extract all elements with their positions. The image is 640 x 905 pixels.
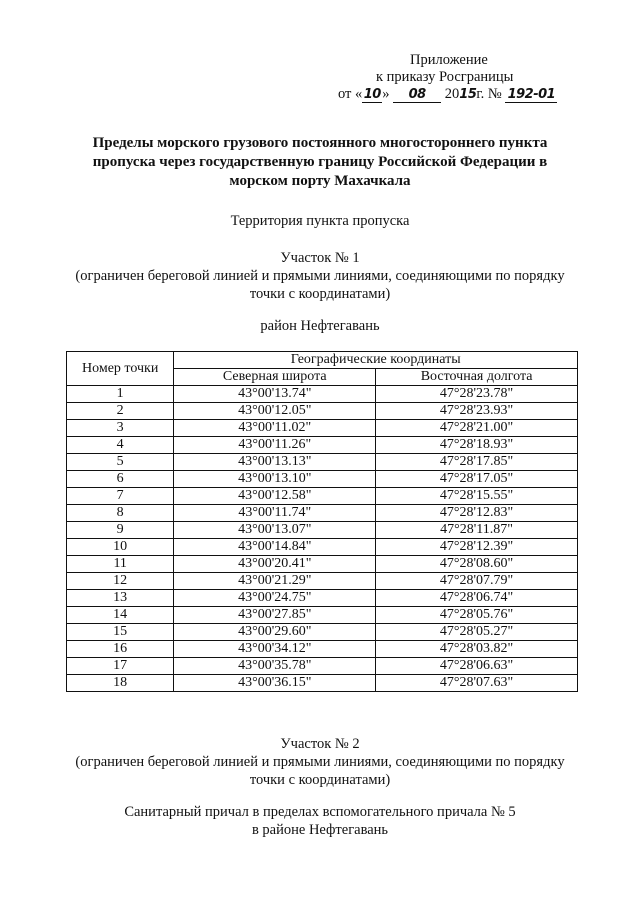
- north-latitude-cell: 43°00'14.84": [174, 539, 376, 556]
- point-number-cell: 4: [67, 437, 174, 454]
- table-row: [67, 573, 578, 590]
- date-year-suffix: 15: [459, 87, 477, 102]
- point-number-cell: 11: [67, 556, 174, 573]
- section2-note-line2: в районе Нефтегавань: [251, 822, 389, 838]
- north-latitude-cell: 43°00'11.02": [174, 420, 376, 437]
- point-number-cell: 16: [67, 641, 174, 658]
- point-number-cell: 17: [67, 658, 174, 675]
- table-row: [67, 437, 578, 454]
- appendix-order-ref: к приказу Росграницы: [376, 69, 514, 85]
- point-number-cell: 5: [67, 454, 174, 471]
- order-number: 192-01: [505, 88, 557, 103]
- point-number-cell: 3: [67, 420, 174, 437]
- east-longitude-cell: 47°28'03.82": [376, 641, 578, 658]
- north-latitude-cell: 43°00'13.07": [174, 522, 376, 539]
- section2-desc-line2: точки с координатами): [249, 772, 391, 788]
- north-latitude-cell: 43°00'29.60": [174, 624, 376, 641]
- east-longitude-cell: 47°28'17.85": [376, 454, 578, 471]
- date-year-prefix: 20: [444, 86, 460, 102]
- table-row: [67, 590, 578, 607]
- section1-area: район Нефтегавань: [260, 318, 380, 334]
- point-number-cell: 6: [67, 471, 174, 488]
- title-line-3: морском порту Махачкала: [229, 173, 411, 189]
- coordinates-table: [66, 351, 578, 692]
- east-longitude-cell: 47°28'07.79": [376, 573, 578, 590]
- north-latitude-cell: 43°00'21.29": [174, 573, 376, 590]
- east-longitude-cell: 47°28'21.00": [376, 420, 578, 437]
- date-prefix: от «: [338, 86, 363, 102]
- section1-desc-line2: точки с координатами): [249, 286, 391, 302]
- north-latitude-cell: 43°00'11.26": [174, 437, 376, 454]
- table-row: [67, 454, 578, 471]
- table-row: [67, 488, 578, 505]
- date-day: 10: [363, 87, 381, 102]
- east-longitude-cell: 47°28'11.87": [376, 522, 578, 539]
- col-geo-coordinates: Географические координаты: [174, 352, 578, 369]
- point-number-cell: 15: [67, 624, 174, 641]
- east-longitude-cell: 47°28'15.55": [376, 488, 578, 505]
- point-number-cell: 13: [67, 590, 174, 607]
- section2-desc-line1: (ограничен береговой линией и прямыми линиями, соединяющими по порядку: [75, 754, 565, 770]
- document-title: [40, 134, 600, 191]
- col-east-longitude: Восточная долгота: [376, 369, 578, 386]
- table-row: [67, 607, 578, 624]
- point-number-cell: 8: [67, 505, 174, 522]
- table-row: [67, 641, 578, 658]
- north-latitude-cell: 43°00'12.58": [174, 488, 376, 505]
- north-latitude-cell: 43°00'20.41": [174, 556, 376, 573]
- north-latitude-cell: 43°00'27.85": [174, 607, 376, 624]
- east-longitude-cell: 47°28'06.74": [376, 590, 578, 607]
- east-longitude-cell: 47°28'17.05": [376, 471, 578, 488]
- point-number-cell: 14: [67, 607, 174, 624]
- east-longitude-cell: 47°28'05.27": [376, 624, 578, 641]
- table-row: [67, 658, 578, 675]
- table-row: [67, 471, 578, 488]
- col-north-latitude: Северная широта: [174, 369, 376, 386]
- table-row: [67, 403, 578, 420]
- point-number-cell: 7: [67, 488, 174, 505]
- table-row: [67, 556, 578, 573]
- north-latitude-cell: 43°00'13.74": [174, 386, 376, 403]
- east-longitude-cell: 47°28'23.78": [376, 386, 578, 403]
- table-row: [67, 522, 578, 539]
- date-year-end: г. №: [476, 86, 502, 102]
- appendix-label: Приложение: [410, 52, 488, 68]
- point-number-cell: 1: [67, 386, 174, 403]
- table-row: [67, 675, 578, 692]
- coordinates-body: [67, 386, 578, 692]
- table-row: [67, 420, 578, 437]
- east-longitude-cell: 47°28'05.76": [376, 607, 578, 624]
- table-row: [67, 505, 578, 522]
- point-number-cell: 2: [67, 403, 174, 420]
- date-month: 08: [393, 88, 441, 103]
- north-latitude-cell: 43°00'13.13": [174, 454, 376, 471]
- table-row: [67, 624, 578, 641]
- section2-heading: Участок № 2: [280, 736, 360, 752]
- north-latitude-cell: 43°00'11.74": [174, 505, 376, 522]
- east-longitude-cell: 47°28'06.63": [376, 658, 578, 675]
- section2-note: [40, 803, 600, 839]
- north-latitude-cell: 43°00'36.15": [174, 675, 376, 692]
- east-longitude-cell: 47°28'23.93": [376, 403, 578, 420]
- point-number-cell: 12: [67, 573, 174, 590]
- appendix-header: [338, 52, 598, 103]
- point-number-cell: 10: [67, 539, 174, 556]
- east-longitude-cell: 47°28'12.83": [376, 505, 578, 522]
- east-longitude-cell: 47°28'18.93": [376, 437, 578, 454]
- col-point-number: Номер точки: [67, 352, 174, 386]
- section1-desc-line1: (ограничен береговой линией и прямыми линиями, соединяющими по порядку: [75, 268, 565, 284]
- territory-heading: Территория пункта пропуска: [230, 213, 410, 229]
- north-latitude-cell: 43°00'34.12": [174, 641, 376, 658]
- section2-note-line1: Санитарный причал в пределах вспомогательного причала № 5: [124, 804, 516, 820]
- title-line-2: пропуска через государственную границу Российской Федерации в: [92, 154, 548, 170]
- east-longitude-cell: 47°28'08.60": [376, 556, 578, 573]
- title-line-1: Пределы морского грузового постоянного многостороннего пункта: [92, 135, 548, 151]
- appendix-date-line: [338, 86, 598, 103]
- point-number-cell: 9: [67, 522, 174, 539]
- table-row: [67, 539, 578, 556]
- section2-block: [40, 735, 600, 789]
- north-latitude-cell: 43°00'13.10": [174, 471, 376, 488]
- section1-heading: Участок № 1: [280, 250, 360, 266]
- point-number-cell: 18: [67, 675, 174, 692]
- table-row: [67, 386, 578, 403]
- east-longitude-cell: 47°28'12.39": [376, 539, 578, 556]
- north-latitude-cell: 43°00'35.78": [174, 658, 376, 675]
- date-day-suffix: »: [382, 86, 390, 102]
- section1-block: [40, 249, 600, 303]
- north-latitude-cell: 43°00'24.75": [174, 590, 376, 607]
- east-longitude-cell: 47°28'07.63": [376, 675, 578, 692]
- north-latitude-cell: 43°00'12.05": [174, 403, 376, 420]
